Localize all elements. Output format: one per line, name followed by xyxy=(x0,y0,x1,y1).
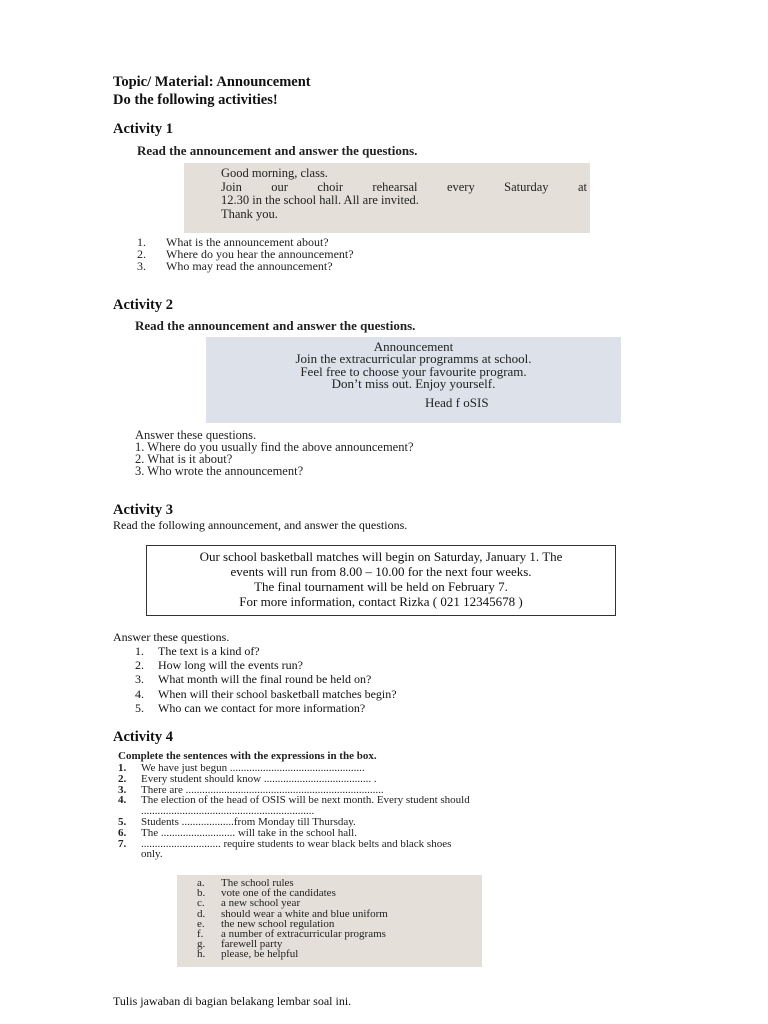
activity-4-options-box xyxy=(177,875,482,967)
header-instruction: Do the following activities! xyxy=(113,92,278,108)
option-letter: c. xyxy=(197,897,205,910)
activity-3-title: Activity 3 xyxy=(113,502,173,518)
activity-4-instruction: Complete the sentences with the expressions in the box. xyxy=(118,750,377,762)
option-text: should wear a white and blue uniform xyxy=(221,907,388,920)
sentence-number xyxy=(118,849,141,860)
announcement-line: Feel free to choose your favourite program. xyxy=(300,363,527,379)
option-text: a number of extracurricular programs xyxy=(221,928,386,941)
announcement-line: 12.30 in the school hall. All are invited. xyxy=(221,193,419,207)
option-letter: a. xyxy=(197,877,205,889)
question-item xyxy=(135,672,397,686)
topic-title: Topic/ Material: Announcement xyxy=(113,74,311,90)
question-number: 1. xyxy=(137,235,146,249)
question-text: The text is a kind of? xyxy=(158,644,260,658)
question-text: Where do you hear the announcement? xyxy=(166,247,354,261)
activity-4-title: Activity 4 xyxy=(113,729,173,745)
question-item xyxy=(135,687,397,701)
sentence-text: There are ........................................................................ xyxy=(141,783,384,796)
footer-note: Tulis jawaban di bagian belakang lembar soal ini. xyxy=(113,994,352,1008)
option-letter: f. xyxy=(197,928,204,941)
sentence-number: 6. xyxy=(118,826,127,839)
option-text: the new school regulation xyxy=(221,917,335,930)
activity-2-questions xyxy=(135,429,414,477)
question-text: When will their school basketball matches begin? xyxy=(158,686,397,701)
announcement-line: The final tournament will be held on February 7. xyxy=(254,579,508,594)
sentence-text: The ........................... will take in the school hall. xyxy=(141,826,357,839)
sentence-text: only. xyxy=(141,848,163,861)
question-number: 3. xyxy=(137,259,146,273)
sentence-number: 5. xyxy=(118,815,127,828)
activity-1-instruction: Read the announcement and answer the questions. xyxy=(137,143,418,158)
question-item: 3. Who wrote the announcement? xyxy=(135,464,304,478)
announcement-line: Good morning, class. xyxy=(221,166,328,180)
announcement-line: events will run from 8.00 – 10.00 for the next four weeks. xyxy=(230,564,532,579)
activity-1-announcement-box xyxy=(184,163,590,233)
activity-1-title: Activity 1 xyxy=(113,121,173,137)
announcement-line: Our school basketball matches will begin on Saturday, January 1. The xyxy=(199,549,563,564)
option-text: please, be helpful xyxy=(221,948,299,961)
sentence-number: 2. xyxy=(118,772,127,785)
sentence-number: 3. xyxy=(118,783,127,796)
sentence-text: ............................. require students to wear black belts and black shoes xyxy=(141,837,452,850)
sentence-item xyxy=(118,849,470,860)
question-item xyxy=(135,701,397,715)
question-number: 2. xyxy=(135,658,144,673)
sentence-item xyxy=(118,828,470,839)
question-item: 2. What is it about? xyxy=(135,452,233,466)
sentence-text: Every student should know ....................................... . xyxy=(141,772,377,785)
announcement-line: Join the extracurricular programms at school. xyxy=(295,351,532,367)
activity-3-instruction: Read the following announcement, and answer the questions. xyxy=(113,518,408,532)
sentence-number: 4. xyxy=(118,794,127,807)
option-text: The school rules xyxy=(221,877,294,889)
option-letter: d. xyxy=(197,907,206,920)
activity-2-instruction: Read the announcement and answer the questions. xyxy=(135,318,416,333)
sentence-text: Students ...................from Monday till Thursday. xyxy=(141,815,356,828)
activity-1-questions xyxy=(137,236,354,272)
announcement-signature: Head f oSIS xyxy=(425,395,489,411)
option-text: a new school year xyxy=(221,897,301,910)
announcement-heading: Announcement xyxy=(373,339,454,354)
question-item xyxy=(135,658,397,672)
worksheet-header xyxy=(113,73,311,109)
question-text: How long will the events run? xyxy=(158,658,303,673)
question-text: What is the announcement about? xyxy=(166,235,329,249)
question-number: 3. xyxy=(135,672,144,687)
option-text: vote one of the candidates xyxy=(221,887,336,900)
announcement-line: For more information, contact Rizka ( 021 12345678 ) xyxy=(239,594,523,609)
sentence-item xyxy=(118,774,470,785)
option-letter: h. xyxy=(197,948,206,961)
sentence-item xyxy=(118,839,470,850)
activity-2-announcement-box xyxy=(206,337,621,423)
activity-2-title: Activity 2 xyxy=(113,297,173,313)
question-item xyxy=(137,260,354,272)
option-item xyxy=(197,949,482,959)
question-number: 1. xyxy=(135,644,144,658)
option-text: farewell party xyxy=(221,938,283,951)
announcement-line: Join our choir rehearsal every Saturday at xyxy=(221,179,587,194)
question-text: What month will the final round be held on? xyxy=(158,672,372,687)
activity-4-sentences xyxy=(118,763,470,860)
activity-3-answer-heading: Answer these questions. xyxy=(113,630,230,644)
question-text: Who may read the announcement? xyxy=(166,259,333,273)
sentence-text: The election of the head of OSIS will be next month. Every student should xyxy=(141,794,470,807)
question-number: 5. xyxy=(135,700,144,715)
question-item: 1. Where do you usually find the above announcement? xyxy=(135,440,414,454)
sentence-number: 1. xyxy=(118,762,127,774)
announcement-line: Don’t miss out. Enjoy yourself. xyxy=(331,375,496,391)
option-letter: b. xyxy=(197,887,206,900)
option-letter: e. xyxy=(197,917,205,930)
question-text: Who can we contact for more information? xyxy=(158,700,366,715)
question-number: 4. xyxy=(135,686,144,701)
question-item xyxy=(135,644,397,658)
answer-heading: Answer these questions. xyxy=(135,428,257,442)
sentence-text: We have just begun ................................................. xyxy=(141,762,365,774)
sentence-number: 7. xyxy=(118,837,127,850)
activity-3-announcement-box xyxy=(146,545,616,616)
sentence-text: ............................................................... xyxy=(141,805,315,818)
question-number: 2. xyxy=(137,247,146,261)
option-letter: g. xyxy=(197,938,206,951)
activity-3-questions xyxy=(135,644,397,715)
announcement-line: Thank you. xyxy=(221,206,278,221)
